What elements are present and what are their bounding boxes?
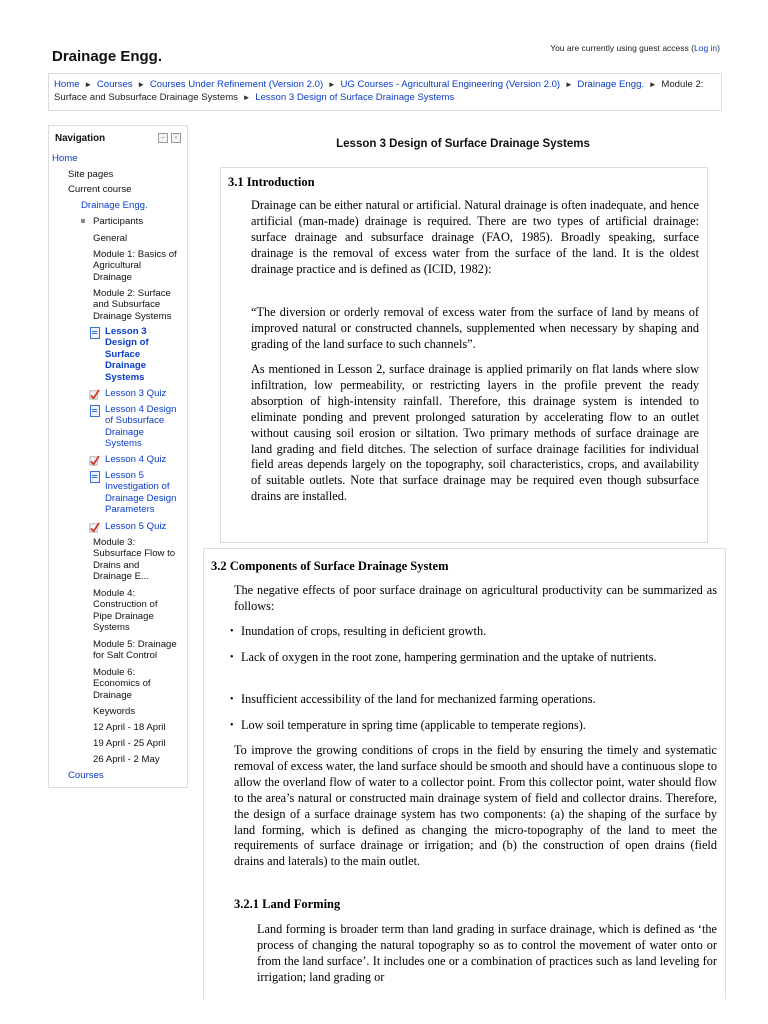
nav-module-3-line: Drains and	[93, 559, 140, 571]
section-3-2-heading: 3.2 Components of Surface Drainage System	[211, 559, 449, 573]
section-introduction-box	[220, 167, 708, 543]
lesson-title: Lesson 3 Design of Surface Drainage Systems	[336, 138, 590, 150]
breadcrumb-drainage-engg[interactable]: Drainage Engg.	[577, 79, 645, 90]
effect-list-item: • Insufficient accessibility of the land for mechanized farming operations.	[241, 692, 703, 708]
nav-lesson-3[interactable]	[105, 326, 149, 383]
effect-list-item: • Low soil temperature in spring time (applicable to temperate regions).	[241, 718, 703, 734]
breadcrumb-separator: ►	[327, 80, 336, 89]
nav-course-drainage-engg[interactable]: Drainage Engg.	[81, 200, 148, 211]
nav-lesson-5-line: Lesson 5	[105, 470, 144, 481]
page-icon	[90, 405, 100, 417]
nav-lesson-3-line: Drainage	[105, 360, 147, 372]
nav-lesson-4-quiz[interactable]: Lesson 4 Quiz	[105, 454, 167, 465]
nav-module-4-line: Pipe Drainage	[93, 610, 154, 622]
nav-module-4[interactable]	[93, 588, 158, 634]
quiz-icon	[89, 389, 100, 400]
nav-module-1-line: Drainage	[93, 271, 132, 283]
nav-module-6-line: Module 6:	[93, 667, 136, 678]
nav-module-3[interactable]	[93, 537, 175, 583]
breadcrumb-separator: ►	[648, 80, 657, 89]
nav-lesson-3-line: Surface	[105, 348, 141, 360]
nav-lesson-4-line: Drainage	[105, 426, 144, 438]
login-link[interactable]: Log in	[693, 43, 718, 53]
effect-list-item: • Inundation of crops, resulting in deficient growth.	[241, 624, 703, 640]
section-components-box	[203, 548, 726, 999]
breadcrumb-courses-under-refinement[interactable]: Courses Under Refinement (Version 2.0)	[149, 79, 324, 90]
land-forming-paragraph: Land forming is broader term than land grading in surface drainage, which is defined as ‘the process of changing the natural topography so as to control the movement of water onto or from the land surface’. It includes one or a combination of practices such as land leveling for irrigation; land grading or	[257, 922, 717, 984]
components-paragraph-2: To improve the growing conditions of crops in the field by ensuring the timely and systematic removal of excess water, the land surface should be smooth and should have a continuous slope to allow the overland flow of water to a collector point. From this collector point, water should flow to the area’s natural or constructed main drainage system of field and collector drains. Therefore, the design of a surface drainage system has two components: (a) the shaping of the surface by land forming, which is defined as changing the micro-topography of the land to meet the requirements of surface drainage or irrigation; and (b) the construction of open drains (field drains and laterals) to the main outlet.	[234, 743, 717, 869]
breadcrumb-module-2: Module 2: Surface and Subsurface Drainage Systems	[54, 79, 704, 103]
nav-module-3-line: Subsurface Flow to	[93, 548, 176, 560]
nav-module-2-line: Module 2: Surface	[93, 288, 171, 299]
section-3-2-1-heading: 3.2.1 Land Forming	[234, 897, 341, 911]
nav-site-pages[interactable]: Site pages	[68, 169, 114, 180]
guest-access-text: You are currently using guest access (	[550, 43, 694, 53]
guest-access-close: )	[717, 43, 720, 53]
nav-module-4-line: Module 4:	[93, 588, 136, 599]
nav-module-6-line: Drainage	[93, 689, 132, 701]
nav-lesson-5-quiz[interactable]: Lesson 5 Quiz	[105, 521, 167, 532]
nav-lesson-3-line: Design of	[105, 337, 149, 349]
components-paragraph-1: The negative effects of poor surface drainage on agricultural productivity can be summarized as follows:	[234, 583, 717, 613]
site-title: Drainage Engg.	[52, 48, 163, 65]
nav-lesson-3-line: Systems	[105, 371, 145, 383]
page-icon	[90, 471, 100, 483]
breadcrumb-courses[interactable]: Courses	[96, 79, 133, 90]
nav-module-1-line: Module 1: Basics of	[93, 249, 177, 260]
nav-lesson-3-line: Lesson 3	[105, 326, 147, 337]
nav-module-6[interactable]	[93, 667, 151, 701]
nav-lesson-4[interactable]	[105, 404, 176, 450]
nav-module-5-line: for Salt Control	[93, 650, 157, 662]
bullet-icon	[81, 219, 85, 223]
nav-lesson-5-line: Investigation of	[105, 481, 170, 493]
breadcrumb-lesson-3[interactable]: Lesson 3 Design of Surface Drainage Systems	[255, 91, 455, 103]
nav-lesson-4-line: Systems	[105, 438, 142, 450]
nav-lesson-3-quiz[interactable]: Lesson 3 Quiz	[105, 388, 167, 399]
nav-module-6-line: Economics of	[93, 678, 151, 690]
nav-module-2-line: Drainage Systems	[93, 310, 172, 322]
nav-module-1-line: Agricultural	[93, 260, 141, 272]
intro-paragraph-1: Drainage can be either natural or artificial. Natural drainage is often inadequate, and hence artificial (man-made) drainage is required. There are two types of artificial drainage: surface drainage and subsurface drainage (FAO, 1985). Broadly speaking, surface drainage is the removal of excess water from the surface of the land. It is the oldest drainage practice and is defined as (ICID, 1982):	[251, 198, 699, 276]
dock-icon[interactable]: ‹	[171, 133, 181, 143]
nav-module-5-line: Module 5: Drainage	[93, 639, 177, 650]
nav-module-4-line: Construction of	[93, 599, 158, 611]
nav-lesson-5-line: Parameters	[105, 504, 155, 516]
nav-lesson-4-line: Lesson 4 Design	[105, 404, 177, 415]
nav-module-5[interactable]	[93, 639, 177, 662]
nav-courses[interactable]: Courses	[68, 770, 104, 781]
nav-general[interactable]: General	[93, 233, 128, 244]
nav-lesson-4-line: of Subsurface	[105, 415, 165, 427]
nav-module-3-line: Module 3:	[93, 537, 136, 548]
quiz-icon	[89, 522, 100, 533]
collapse-icon[interactable]: –	[158, 133, 168, 143]
nav-week-3[interactable]: 26 April - 2 May	[93, 754, 160, 765]
navigation-block	[48, 125, 188, 788]
breadcrumb-separator: ►	[564, 80, 573, 89]
intro-quote: “The diversion or orderly removal of excess water from the surface of land by means of improved natural or constructed channels, supplemented when necessary by shaping and grading of the land surface to such channels”.	[251, 305, 699, 351]
breadcrumb	[48, 73, 722, 111]
breadcrumb-separator: ►	[137, 80, 146, 89]
nav-current-course[interactable]: Current course	[68, 184, 132, 195]
intro-paragraph-2: As mentioned in Lesson 2, surface drainage is applied primarily on flat lands where slow infiltration, low permeability, or restricting layers in the profile prevent the ready absorption of high-intensity rainfall. Therefore, this drainage system is intended to eliminate ponding and prevent prolonged saturation by accelerating flow to an outlet without causing soil erosion or siltation. Two primary methods of surface drainage are land grading and field ditches. The selection of surface drainage facilities for individual field areas depends largely on the topography, soil characteristics, crops, and availability of suitable outlets. Note that surface drainage may be required even though subsurface drains are installed.	[251, 362, 699, 504]
quiz-icon	[89, 455, 100, 466]
nav-participants[interactable]: Participants	[93, 216, 144, 227]
nav-home[interactable]: Home	[52, 153, 78, 164]
nav-week-1[interactable]: 12 April - 18 April	[93, 722, 166, 733]
nav-module-3-line: Drainage E...	[93, 571, 149, 583]
navigation-title: Navigation	[55, 133, 106, 144]
login-info	[550, 43, 720, 53]
breadcrumb-separator: ►	[84, 80, 93, 89]
nav-module-1[interactable]	[93, 249, 177, 283]
nav-module-2-line: and Subsurface	[93, 299, 161, 311]
section-3-1-heading: 3.1 Introduction	[228, 175, 315, 189]
breadcrumb-separator: ►	[242, 92, 251, 102]
breadcrumb-ug-courses[interactable]: UG Courses - Agricultural Engineering (Version 2.0)	[340, 79, 561, 90]
page-icon	[90, 327, 100, 339]
nav-lesson-5-line: Drainage Design	[105, 492, 177, 504]
nav-module-2[interactable]	[93, 288, 171, 322]
breadcrumb-home[interactable]: Home	[54, 79, 80, 90]
navigation-controls	[158, 133, 181, 143]
nav-module-4-line: Systems	[93, 622, 130, 634]
nav-keywords[interactable]: Keywords	[93, 706, 136, 717]
nav-lesson-5[interactable]	[105, 470, 176, 516]
nav-week-2[interactable]: 19 April - 25 April	[93, 738, 166, 749]
effect-list-item: • Lack of oxygen in the root zone, hampering germination and the uptake of nutrients.	[241, 650, 698, 666]
